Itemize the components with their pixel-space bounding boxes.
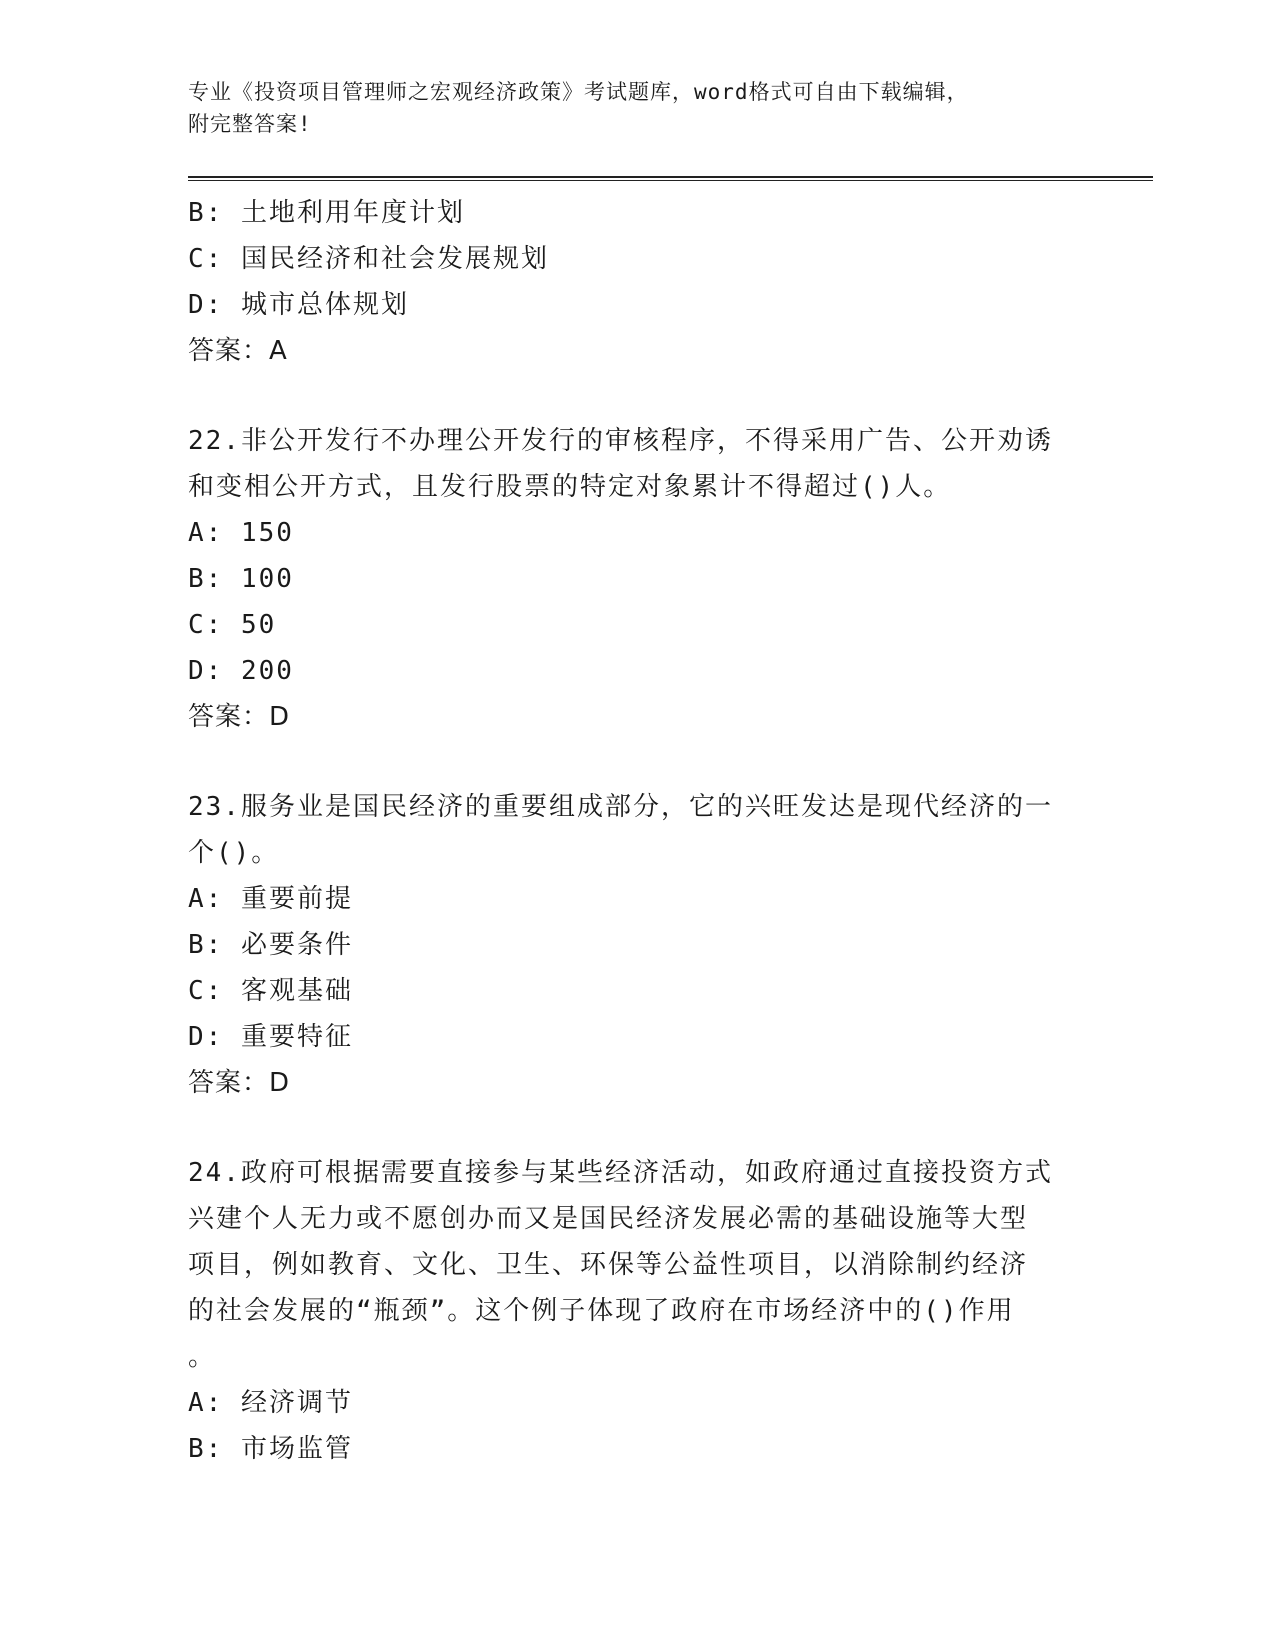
option-b: B: 100 — [188, 564, 294, 594]
question-22 — [188, 418, 1068, 740]
option-a: A: 重要前提 — [188, 884, 353, 914]
answer-label: 答案：D — [188, 1068, 291, 1098]
option-a: A: 150 — [188, 518, 294, 548]
option-b: B: 市场监管 — [188, 1434, 353, 1464]
question-text-line: 的社会发展的“瓶颈”。这个例子体现了政府在市场经济中的()作用 — [188, 1296, 1015, 1326]
question-text-line: 23.服务业是国民经济的重要组成部分，它的兴旺发达是现代经济的一 — [188, 792, 1053, 822]
question-text-line: 24.政府可根据需要直接参与某些经济活动，如政府通过直接投资方式 — [188, 1158, 1053, 1188]
option-d: D: 城市总体规划 — [188, 290, 409, 320]
option-b: B: 土地利用年度计划 — [188, 198, 465, 228]
option-d: D: 200 — [188, 656, 294, 686]
question-content — [188, 190, 1068, 1472]
question-text-line: 。 — [188, 1342, 217, 1372]
header-line-1: 专业《投资项目管理师之宏观经济政策》考试题库，word格式可自由下载编辑， — [188, 80, 969, 104]
previous-question-options — [188, 190, 1068, 374]
question-text-line: 兴建个人无力或不愿创办而又是国民经济发展必需的基础设施等大型 — [188, 1204, 1029, 1234]
option-c: C: 客观基础 — [188, 976, 353, 1006]
answer-label: 答案：D — [188, 702, 291, 732]
option-a: A: 经济调节 — [188, 1388, 353, 1418]
question-text-line: 和变相公开方式，且发行股票的特定对象累计不得超过()人。 — [188, 472, 952, 502]
question-text-line: 项目，例如教育、文化、卫生、环保等公益性项目，以消除制约经济 — [188, 1250, 1029, 1280]
document-header — [188, 76, 1068, 140]
option-c: C: 国民经济和社会发展规划 — [188, 244, 549, 274]
question-23 — [188, 784, 1068, 1106]
question-text-line: 22.非公开发行不办理公开发行的审核程序，不得采用广告、公开劝诱 — [188, 426, 1053, 456]
header-divider — [188, 176, 1153, 181]
header-line-2: 附完整答案! — [188, 112, 312, 136]
option-b: B: 必要条件 — [188, 930, 353, 960]
question-text-line: 个()。 — [188, 838, 280, 868]
option-d: D: 重要特征 — [188, 1022, 353, 1052]
option-c: C: 50 — [188, 610, 277, 640]
question-24 — [188, 1150, 1068, 1472]
answer-label: 答案：A — [188, 336, 288, 366]
